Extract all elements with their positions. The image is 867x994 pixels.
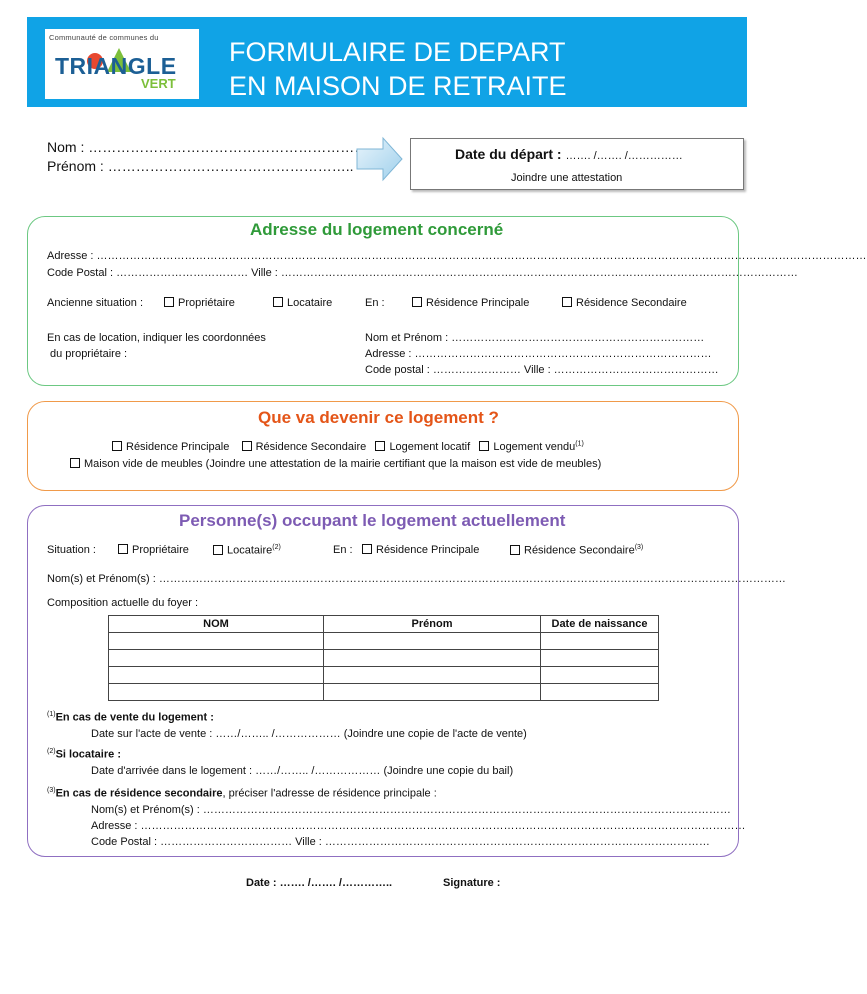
- note-residence-secondaire: $^{(3)}$En cas de résidence secondaire, préciser l'adresse de résidence principale : Nom(s) et Prénom(s) : ……………………………………………………………………………………………………………………………… Adresse : ………………………………………………………………………………………………………………………………………………… Code Postal : ……………………………… Ville : ……………………………………………………………………………………………: [47, 787, 746, 848]
- checkbox-icon: [479, 441, 489, 451]
- checkbox-icon: [273, 297, 283, 307]
- header-banner: [27, 17, 747, 107]
- devenir-vendu-checkbox[interactable]: Logement vendu$^{(1)}$: [479, 441, 584, 453]
- res-secondaire-adresse-field[interactable]: Adresse : …………………………………………………………………………………………………………………………………………………: [91, 819, 746, 832]
- table-cell[interactable]: [109, 684, 324, 701]
- ancienne-en-label: En :: [365, 297, 385, 309]
- col-nom: NOM: [109, 616, 324, 633]
- ancienne-res-secondaire-checkbox[interactable]: Résidence Secondaire: [562, 297, 687, 309]
- identity-block: [47, 138, 368, 176]
- checkbox-icon: [112, 441, 122, 451]
- checkbox-icon: [213, 545, 223, 555]
- nom-field[interactable]: Nom : ……………………………………………………: [47, 139, 369, 155]
- occupant-en-label: En :: [333, 544, 353, 556]
- table-cell[interactable]: [324, 667, 541, 684]
- col-date-naissance: Date de naissance: [541, 616, 659, 633]
- checkbox-icon: [510, 545, 520, 555]
- table-row: [109, 650, 659, 667]
- table-cell[interactable]: [541, 650, 659, 667]
- table-cell[interactable]: [541, 633, 659, 650]
- table-cell[interactable]: [109, 633, 324, 650]
- date-depart-label: Date du départ :: [455, 146, 562, 162]
- logo: [45, 29, 199, 99]
- table-header-row: [109, 616, 659, 633]
- arrow-right-icon: [355, 135, 405, 183]
- table-cell[interactable]: [541, 684, 659, 701]
- cp-ville-field[interactable]: Code Postal : ……………………………… Ville : ……………………………………………………………………………………………………………………………: [47, 267, 798, 279]
- table-cell[interactable]: [324, 684, 541, 701]
- date-acte-vente-field[interactable]: Date sur l'acte de vente : ……/…….. /……………… (Joindre une copie de l'acte de vente): [91, 727, 527, 740]
- prenom-field[interactable]: Prénom : ……………………………………………..: [47, 158, 354, 174]
- adresse-section-title: Adresse du logement concerné: [250, 220, 504, 239]
- checkbox-icon: [362, 544, 372, 554]
- title-line-2: EN MAISON DE RETRAITE: [229, 71, 567, 101]
- devenir-section-title: Que va devenir ce logement ?: [258, 408, 499, 427]
- proprietaire-coordonnees: [365, 330, 725, 378]
- devenir-res-secondaire-checkbox[interactable]: Résidence Secondaire: [242, 441, 367, 453]
- signature-label: Signature :: [443, 877, 501, 889]
- title-line-1: FORMULAIRE DE DEPART: [229, 37, 566, 67]
- occupant-locataire-checkbox[interactable]: Locataire$^{(2)}$: [213, 544, 281, 557]
- devenir-options-row: [112, 440, 584, 453]
- table-cell[interactable]: [324, 650, 541, 667]
- checkbox-icon: [412, 297, 422, 307]
- date-depart-row: [455, 146, 683, 162]
- table-row: [109, 633, 659, 650]
- prop-nom-field[interactable]: Nom et Prénom : ……………………………………………………………: [365, 332, 705, 344]
- adresse-field[interactable]: Adresse : …………………………………………………………………………………………………………………………………………………………………………………………: [47, 250, 867, 262]
- checkbox-icon: [164, 297, 174, 307]
- logo-main-text: TRIANGLE: [55, 53, 177, 79]
- date-arrivee-field[interactable]: Date d'arrivée dans le logement : ……/…….. /……………… (Joindre une copie du bail): [91, 764, 514, 777]
- res-secondaire-cp-field[interactable]: Code Postal : ……………………………… Ville : ……………………………………………………………………………………………: [91, 835, 710, 848]
- attestation-note: Joindre une attestation: [511, 172, 623, 184]
- devenir-vide-checkbox[interactable]: Maison vide de meubles (Joindre une attestation de la mairie certifiant que la maison est vide de meubles): [70, 458, 601, 470]
- table-cell[interactable]: [324, 633, 541, 650]
- footer-date-field[interactable]: Date : ……. /……. /…………..: [246, 877, 393, 889]
- checkbox-icon: [118, 544, 128, 554]
- occupant-res-secondaire-checkbox[interactable]: Résidence Secondaire$^{(3)}$: [510, 544, 643, 557]
- checkbox-icon: [70, 458, 80, 468]
- occupant-section-title: Personne(s) occupant le logement actuellement: [179, 511, 566, 530]
- devenir-res-principale-checkbox[interactable]: Résidence Principale: [112, 441, 229, 453]
- table-cell[interactable]: [109, 650, 324, 667]
- devenir-locatif-checkbox[interactable]: Logement locatif: [375, 441, 470, 453]
- note-vente: $^{(1)}$En cas de vente du logement : Date sur l'acte de vente : ……/…….. /……………… (Joindre une copie de l'acte de vente): [47, 711, 527, 740]
- table-row: [109, 684, 659, 701]
- table-row: [109, 667, 659, 684]
- note-locataire: $^{(2)}$Si locataire : Date d'arrivée dans le logement : ……/…….. /……………… (Joindre une copie du bail): [47, 748, 514, 777]
- occupant-proprietaire-checkbox[interactable]: Propriétaire: [118, 544, 189, 556]
- checkbox-icon: [562, 297, 572, 307]
- date-depart-field[interactable]: ……. /……. /……………: [565, 150, 683, 162]
- prop-cp-field[interactable]: Code postal : …………………… Ville : ………………………………………: [365, 364, 719, 376]
- ancienne-proprietaire-checkbox[interactable]: Propriétaire: [164, 297, 235, 309]
- occupant-res-principale-checkbox[interactable]: Résidence Principale: [362, 544, 479, 556]
- checkbox-icon: [242, 441, 252, 451]
- res-secondaire-noms-field[interactable]: Nom(s) et Prénom(s) : ………………………………………………………………………………………………………………………………: [91, 803, 731, 816]
- prop-adresse-field[interactable]: Adresse : ………………………………………………………………………: [365, 348, 712, 360]
- occupant-noms-field[interactable]: Nom(s) et Prénom(s) : ………………………………………………………………………………………………………………………………………………………: [47, 573, 786, 585]
- date-depart-box: [410, 138, 744, 190]
- composition-label: Composition actuelle du foyer :: [47, 597, 199, 609]
- col-prenom: Prénom: [324, 616, 541, 633]
- checkbox-icon: [375, 441, 385, 451]
- ancienne-res-principale-checkbox[interactable]: Résidence Principale: [412, 297, 529, 309]
- page-title: [229, 35, 567, 103]
- foyer-table: [108, 615, 659, 701]
- table-cell[interactable]: [109, 667, 324, 684]
- ancienne-locataire-checkbox[interactable]: Locataire: [273, 297, 332, 309]
- situation-label: Situation :: [47, 544, 96, 556]
- logo-sub-text: VERT: [141, 76, 176, 91]
- location-instructions: En cas de location, indiquer les coordonnées du propriétaire :: [47, 332, 266, 360]
- logo-top-text: Communauté de communes du: [49, 33, 159, 42]
- ancienne-situation-label: Ancienne situation :: [47, 297, 144, 309]
- table-cell[interactable]: [541, 667, 659, 684]
